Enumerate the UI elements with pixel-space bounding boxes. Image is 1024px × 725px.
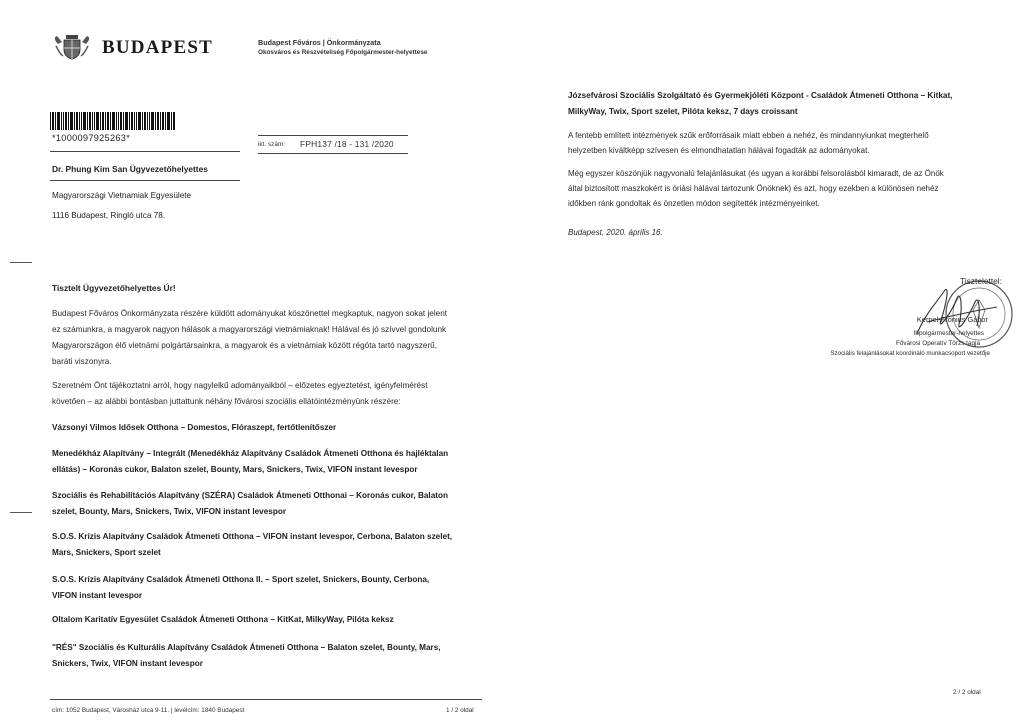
text-line: ez számunkra, a magyarok nagyon hálások a magyarországi vietnámiaknak! Hálával és jó szívvel gondolunk: [52, 325, 447, 334]
text-line: Budapest Főváros Önkormányzata részére küldött adományukat köszönettel megkaptuk, nagyon sokat jelent: [52, 309, 448, 318]
text-line: A fentebb említett intézmények szűk erőforrásaik miatt ebben a nehéz, és mindannyiunkat megterhelő: [568, 131, 929, 140]
text-line: szelet, Bounty, Mars, Snickers, Twix, VIFON instant levespor: [52, 507, 287, 516]
letter-date: Budapest, 2020. április 16.: [568, 228, 663, 237]
donation-item-res: [52, 640, 488, 672]
recipient-org: Magyarországi Vietnamiak Egyesülete: [52, 191, 192, 200]
signer-name: Kerpel-Fronius Gábor: [916, 315, 988, 324]
donation-item-oltalom: [52, 612, 488, 628]
text-line: időkben ránk gondoltak és önzetlen módon segítették intézményeinket.: [568, 199, 820, 208]
text-line: Szociális és Rehabilitációs Alapítvány (SZÉRA) Családok Átmeneti Otthonai – Koronás cukor, Balaton: [52, 491, 448, 500]
text-line: követően – az alábbi bontásban juttattunk néhány fővárosi szociális ellátóintézményünk részére:: [52, 397, 401, 406]
text-line: S.O.S. Krízis Alapítvány Családok Átmeneti Otthona – VIFON instant levespor, Cerbona, Balaton szelet,: [52, 532, 453, 541]
org-line-1: Budapest Főváros | Önkormányzata: [258, 38, 381, 47]
donation-item-sos-1: [52, 529, 488, 561]
text-line: VIFON instant levespor: [52, 591, 143, 600]
signer-title: Fővárosi Operatív Törzs tagja: [895, 340, 980, 347]
closing-greeting: Tisztelettel:: [959, 276, 1002, 286]
page-number: 2 / 2 oldal: [953, 689, 981, 696]
org-line-2: Okosváros és Részvételiség Főpolgármester-helyettese: [258, 49, 428, 56]
signer-title: főpolgármester-helyettes: [913, 330, 984, 337]
donation-item-vazsonyi: [52, 420, 488, 436]
text-line: Vázsonyi Vilmos Idősek Otthona – Domestos, Flóraszept, fertőtlenítőszer: [52, 423, 337, 432]
text-line: helyzetben kiváltképp szívesen és elmondhatatlan hálával fogadták az adományokat.: [568, 146, 870, 155]
paragraph-closing: [568, 166, 1012, 211]
paragraph-thanks: [568, 128, 1012, 158]
paragraph-intro: [52, 306, 488, 370]
barcode-icon: [50, 112, 175, 130]
donation-item-jozsefvaros: [568, 88, 1012, 120]
divider: [258, 135, 408, 136]
text-line: "RÉS" Szociális és Kulturális Alapítvány Családok Átmeneti Otthona – Balaton szelet, Bounty, Mars,: [52, 643, 441, 652]
text-line: MilkyWay, Twix, Sport szelet, Pilóta keksz, 7 days croissant: [568, 107, 798, 116]
budapest-coat-of-arms-logo: [52, 34, 92, 60]
text-line: ellátás) – Koronás cukor, Balaton szelet, Bounty, Mars, Snickers, Twix, VIFON instant levespor: [52, 465, 418, 474]
divider: [258, 153, 408, 154]
barcode-number: *1000097925263*: [52, 133, 131, 143]
footer-divider: [50, 699, 482, 700]
donation-item-sos-2: [52, 572, 488, 604]
donation-item-szera: [52, 488, 488, 520]
text-line: Józsefvárosi Szociális Szolgáltató és Gyermekjóléti Központ - Családok Átmeneti Otthona – Kitkat,: [568, 91, 953, 100]
divider: [50, 180, 240, 181]
recipient-name: Dr. Phung Kim San Ügyvezetőhelyettes: [52, 164, 208, 174]
text-line: Snickers, Twix, VIFON instant levespor: [52, 659, 203, 668]
text-line: Oltalom Karitatív Egyesület Családok Átmeneti Otthona – KitKat, MilkyWay, Pilóta keksz: [52, 615, 394, 624]
fold-mark: [10, 512, 32, 513]
fold-mark: [10, 262, 32, 263]
ikt-number: FPH137 /18 - 131 /2020: [300, 139, 394, 149]
ikt-label: ikt. szám:: [258, 141, 285, 148]
text-line: S.O.S. Krízis Alapítvány Családok Átmeneti Otthona II. – Sport szelet, Snickers, Bounty, Cerbona,: [52, 575, 430, 584]
letter-page-2: [512, 0, 1024, 725]
page-number: 1 / 2 oldal: [446, 707, 474, 714]
donation-item-menedekhaz: [52, 446, 488, 478]
text-line: Még egyszer köszönjük nagyvonalú felajánlásukat (és ugyan a korábbi felsorolásból kimaradt, de az Önök: [568, 169, 944, 178]
paragraph-info: [52, 378, 488, 410]
text-line: baráti viszonyra.: [52, 357, 112, 366]
footer-address: cím: 1052 Budapest, Városház utca 9-11. | levélcím: 1840 Budapest: [52, 707, 245, 714]
brand-name: BUDAPEST: [102, 37, 213, 58]
text-line: Menedékház Alapítvány – Integrált (Menedékház Alapítvány Családok Átmeneti Otthona és hajléktalan: [52, 449, 449, 458]
recipient-address: 1116 Budapest, Ringló utca 78.: [52, 211, 166, 220]
salutation: Tisztelt Ügyvezetőhelyettes Úr!: [52, 283, 176, 293]
text-line: által biztosított maszkokért is óriási hálával tartozunk Önöknek) és azt, hogy ezekben a különösen nehéz: [568, 184, 939, 193]
text-line: Mars, Snickers, Sport szelet: [52, 548, 161, 557]
divider: [50, 151, 240, 152]
signer-title: Szociális felajánlásokat koordináló munkacsoport vezetője: [830, 350, 990, 357]
text-line: Magyarországon élő vietnámi polgártársainkra, a magyarok és a vietnámiak között régóta tartó nagyszerű,: [52, 341, 438, 350]
text-line: Szeretném Önt tájékoztatni arról, hogy nagylelkű adományaikból – előzetes egyeztetést, igényfelmérést: [52, 381, 428, 390]
